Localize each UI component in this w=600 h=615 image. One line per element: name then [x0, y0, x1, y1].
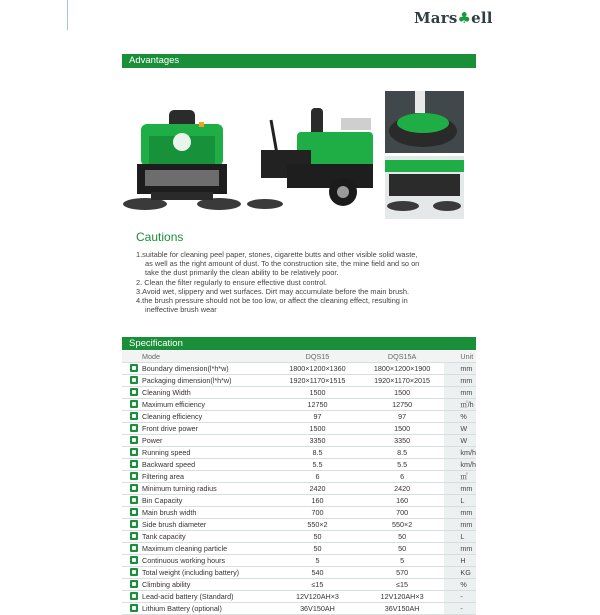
spec-value-dqs15a: 5.5: [360, 459, 445, 471]
sweeper-front-photo: [123, 92, 241, 220]
cautions-list: [136, 250, 456, 314]
spec-name-cell: Tank capacity: [122, 531, 275, 543]
turning-icon: [130, 484, 138, 492]
spec-value-dqs15: 1920×1170×1515: [275, 375, 360, 387]
spec-unit-cell: mm: [444, 387, 476, 399]
specification-header: Specification: [122, 337, 476, 350]
reverse-icon: [130, 460, 138, 468]
spec-unit-cell: mm: [444, 363, 476, 375]
spec-value-dqs15: 1500: [275, 423, 360, 435]
unit-header: Unit: [444, 351, 476, 363]
page-edge-line: [67, 0, 68, 30]
sweeper-side-photo: [247, 96, 375, 220]
spec-name-cell: Lithium Battery (optional): [122, 603, 275, 615]
spec-value-dqs15a: 12750: [360, 399, 445, 411]
mode-header: Mode: [122, 351, 275, 363]
spec-unit-cell: KG: [444, 567, 476, 579]
spec-name-cell: Main brush width: [122, 507, 275, 519]
spec-value-dqs15a: 6: [360, 471, 445, 483]
brush-detail-photo: [385, 91, 464, 153]
spec-value-dqs15: 2420: [275, 483, 360, 495]
spec-name-cell: Filtering area: [122, 471, 275, 483]
spec-value-dqs15a: 1500: [360, 423, 445, 435]
spec-unit-cell: L: [444, 495, 476, 507]
spec-value-dqs15: 50: [275, 543, 360, 555]
tank-icon: [130, 532, 138, 540]
spec-value-dqs15: 36V150AH: [275, 603, 360, 615]
spec-value-dqs15: 540: [275, 567, 360, 579]
spec-value-dqs15a: 2420: [360, 483, 445, 495]
filter-icon: [130, 472, 138, 480]
spec-table: [122, 351, 476, 615]
spec-value-dqs15: 8.5: [275, 447, 360, 459]
clock-icon: [130, 556, 138, 564]
spec-value-dqs15a: 50: [360, 543, 445, 555]
spec-value-dqs15: 5.5: [275, 459, 360, 471]
spec-value-dqs15a: 3350: [360, 435, 445, 447]
spec-value-dqs15a: ≤15: [360, 579, 445, 591]
caution-item: 2. Clean the filter regularly to ensure effective dust control.: [136, 277, 327, 287]
spec-row: [122, 555, 476, 567]
climb-icon: [130, 580, 138, 588]
spec-name-cell: Continuous working hours: [122, 555, 275, 567]
efficiency-icon: [130, 400, 138, 408]
spec-name-cell: Front drive power: [122, 423, 275, 435]
spec-value-dqs15: 3350: [275, 435, 360, 447]
spec-value-dqs15a: 8.5: [360, 447, 445, 459]
caution-item: 1.suitable for cleaning peel paper, stones, cigarette butts and other visible solid waste, as well as the right amount of dust. To the construction site, the mine field and so on take the dust primarily the clean ability to be relatively poor.: [136, 250, 420, 278]
model-dqs15-header: DQS15: [275, 351, 360, 363]
spec-value-dqs15: 97: [275, 411, 360, 423]
spec-value-dqs15a: 5: [360, 555, 445, 567]
weight-icon: [130, 568, 138, 576]
motor-icon: [130, 424, 138, 432]
spec-name-cell: Total weight (including battery): [122, 567, 275, 579]
spec-value-dqs15: 550×2: [275, 519, 360, 531]
cautions-title: Cautions: [136, 230, 184, 244]
spec-name-cell: Boundary dimension(l*h*w): [122, 363, 275, 375]
spec-value-dqs15a: 1920×1170×2015: [360, 375, 445, 387]
spec-value-dqs15: 1500: [275, 387, 360, 399]
advantages-header: Advantages: [122, 54, 476, 67]
spec-value-dqs15a: 50: [360, 531, 445, 543]
speed-icon: [130, 448, 138, 456]
width-icon: [130, 388, 138, 396]
caution-item: 3.Avoid wet, slippery and wet surfaces. Dirt may accumulate before the main brush.: [136, 286, 410, 296]
spec-value-dqs15a: 12V120AH×3: [360, 591, 445, 603]
spec-row: [122, 423, 476, 435]
spec-name-cell: Climbing ability: [122, 579, 275, 591]
spec-value-dqs15a: 36V150AH: [360, 603, 445, 615]
caution-item: 4.the brush pressure should not be too low, or affect the cleaning effect, resulting in ineffective brush wear: [136, 296, 408, 315]
spec-row: [122, 399, 476, 411]
spec-value-dqs15: 12750: [275, 399, 360, 411]
lithium-icon: [130, 604, 138, 612]
model-dqs15a-header: DQS15A: [360, 351, 445, 363]
particle-icon: [130, 544, 138, 552]
brand-logo: Mars♣ell: [414, 9, 493, 27]
spec-unit-cell: mm: [444, 375, 476, 387]
spec-row: [122, 567, 476, 579]
battery-icon: [130, 592, 138, 600]
spec-unit-cell: km/h: [444, 459, 476, 471]
spec-value-dqs15: 160: [275, 495, 360, 507]
spec-row: [122, 459, 476, 471]
bin-icon: [130, 496, 138, 504]
spec-value-dqs15: 5: [275, 555, 360, 567]
spec-name-cell: Lead-acid battery (Standard): [122, 591, 275, 603]
spec-unit-cell: W: [444, 435, 476, 447]
spec-row: [122, 531, 476, 543]
spec-unit-cell: mm: [444, 519, 476, 531]
spec-value-dqs15: 700: [275, 507, 360, 519]
spec-header-row: [122, 351, 476, 363]
dimension-icon: [130, 364, 138, 372]
spec-row: [122, 483, 476, 495]
spec-value-dqs15: 6: [275, 471, 360, 483]
spec-unit-cell: mm: [444, 483, 476, 495]
spec-row: [122, 579, 476, 591]
spec-row: [122, 447, 476, 459]
spec-unit-cell: W: [444, 423, 476, 435]
spec-row: [122, 363, 476, 375]
spec-unit-cell: -: [444, 591, 476, 603]
spec-value-dqs15a: 550×2: [360, 519, 445, 531]
spec-unit-cell: L: [444, 531, 476, 543]
spec-value-dqs15a: 570: [360, 567, 445, 579]
spec-value-dqs15: 50: [275, 531, 360, 543]
spec-value-dqs15a: 97: [360, 411, 445, 423]
spec-unit-cell: ㎡/h: [444, 399, 476, 411]
spec-row: [122, 591, 476, 603]
spec-value-dqs15: 12V120AH×3: [275, 591, 360, 603]
brush-icon: [130, 508, 138, 516]
power-icon: [130, 436, 138, 444]
spec-row: [122, 435, 476, 447]
spec-unit-cell: mm: [444, 507, 476, 519]
spec-unit-cell: ㎡: [444, 471, 476, 483]
spec-name-cell: Power: [122, 435, 275, 447]
spec-name-cell: Maximum cleaning particle: [122, 543, 275, 555]
spec-name-cell: Cleaning efficiency: [122, 411, 275, 423]
spec-value-dqs15a: 160: [360, 495, 445, 507]
package-icon: [130, 376, 138, 384]
percent-icon: [130, 412, 138, 420]
spec-name-cell: Maximum efficiency: [122, 399, 275, 411]
spec-row: [122, 411, 476, 423]
underside-detail-photo: [385, 156, 464, 219]
spec-unit-cell: mm: [444, 543, 476, 555]
spec-name-cell: Running speed: [122, 447, 275, 459]
spec-unit-cell: %: [444, 579, 476, 591]
spec-row: [122, 543, 476, 555]
spec-unit-cell: km/h: [444, 447, 476, 459]
spec-name-cell: Bin Capacity: [122, 495, 275, 507]
side-brush-icon: [130, 520, 138, 528]
spec-unit-cell: %: [444, 411, 476, 423]
spec-value-dqs15a: 1500: [360, 387, 445, 399]
spec-name-cell: Minimum turning radius: [122, 483, 275, 495]
spec-value-dqs15: 1800×1200×1360: [275, 363, 360, 375]
tree-icon: ♣: [457, 9, 472, 27]
spec-name-cell: Backward speed: [122, 459, 275, 471]
spec-name-cell: Packaging dimension(l*h*w): [122, 375, 275, 387]
spec-value-dqs15a: 700: [360, 507, 445, 519]
spec-row: [122, 387, 476, 399]
spec-unit-cell: -: [444, 603, 476, 615]
spec-value-dqs15a: 1800×1200×1900: [360, 363, 445, 375]
spec-value-dqs15: ≤15: [275, 579, 360, 591]
spec-row: [122, 519, 476, 531]
advantages-underline: [122, 67, 476, 68]
spec-row: [122, 471, 476, 483]
spec-row: [122, 375, 476, 387]
spec-name-cell: Side brush diameter: [122, 519, 275, 531]
spec-row: [122, 603, 476, 615]
spec-unit-cell: H: [444, 555, 476, 567]
spec-row: [122, 495, 476, 507]
spec-name-cell: Cleaning Width: [122, 387, 275, 399]
spec-row: [122, 507, 476, 519]
